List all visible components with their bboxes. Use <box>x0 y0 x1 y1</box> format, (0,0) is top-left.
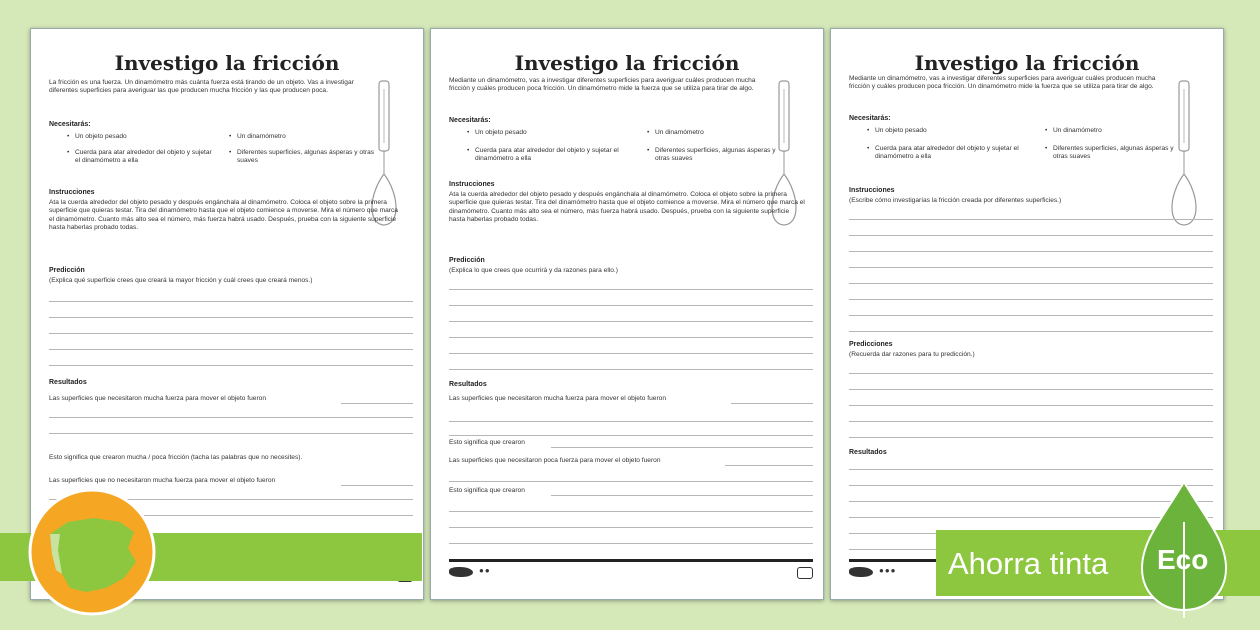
writing-line[interactable] <box>849 405 1213 406</box>
writing-line[interactable] <box>49 301 413 302</box>
instructions-hint: (Escribe cómo investigarías la fricción creada por diferentes superficies.) <box>849 197 1062 204</box>
answer-line[interactable] <box>725 465 813 466</box>
writing-line[interactable] <box>849 267 1213 268</box>
writing-line[interactable] <box>49 417 413 418</box>
difficulty-dots: ●●● <box>879 566 897 575</box>
writing-line[interactable] <box>849 469 1213 470</box>
instructions-text: Ata la cuerda alrededor del objeto pesado y después engánchala al dinamómetro. Coloca el objeto sobre la primera superficie que quieras testar. Tira del dinamómetro hasta que el objeto comience a moverse. Mira el número que marca el dinamómetro. Cuanto más alto sea el número, más fuerza habrá usado. Después, prueba con la siguiente superficie hasta haberlas probado todas. <box>449 191 805 224</box>
footer-bar <box>449 559 813 562</box>
material-item: • Un objeto pesado <box>867 127 1015 135</box>
material-item: • Un dinamómetro <box>647 129 795 137</box>
instructions-heading: Instrucciones <box>449 181 495 188</box>
intro-text: Mediante un dinamómetro, vas a investigar diferentes superficies para averiguar cuáles producen mucha fricción y cuáles producen poca fricción. Un dinamómetro mide la fuerza que se utiliza para tirar de algo. <box>849 75 1156 91</box>
writing-line[interactable] <box>449 369 813 370</box>
results-question: Las superficies que necesitaron mucha fuerza para mover el objeto fueron <box>49 395 266 402</box>
writing-line[interactable] <box>49 349 413 350</box>
prediction-heading: Predicciones <box>849 341 893 348</box>
material-item: • Un dinamómetro <box>1045 127 1193 135</box>
prediction-hint: (Recuerda dar razones para tu predicción.) <box>849 351 975 358</box>
material-item: • Un objeto pesado <box>67 133 215 141</box>
writing-line[interactable] <box>849 331 1213 332</box>
prediction-hint: (Explica lo que crees que ocurrirá y da razones para ello.) <box>449 267 618 274</box>
writing-line[interactable] <box>49 333 413 334</box>
writing-line[interactable] <box>849 421 1213 422</box>
writing-line[interactable] <box>449 481 813 482</box>
writing-line[interactable] <box>849 299 1213 300</box>
results-heading: Resultados <box>49 379 87 386</box>
page-title: Investigo la fricción <box>514 51 740 75</box>
writing-line[interactable] <box>849 315 1213 316</box>
prediction-heading: Predicción <box>449 257 485 264</box>
page-title: Investigo la fricción <box>914 51 1140 75</box>
writing-line[interactable] <box>449 421 813 422</box>
results-heading: Resultados <box>449 381 487 388</box>
instructions-text: Ata la cuerda alrededor del objeto pesado y después engánchala al dinamómetro. Coloca el objeto sobre la primera superficie que quieras testar. Tira del dinamómetro hasta que el objeto comience a moverse. Mira el número que marca el dinamómetro. Cuanto más alto sea el número, más fuerza habrá usado. Después, prueba con la siguiente superficie hasta haberlas probado todas. <box>49 199 398 232</box>
results-heading: Resultados <box>849 449 887 456</box>
results-question: Las superficies que necesitaron mucha fuerza para mover el objeto fueron <box>449 395 666 402</box>
intro-text: La fricción es una fuerza. Un dinamómetro más cuánta fuerza está tirando de un objeto. Vas a investigar diferentes superficies para averiguar las que producen mucha fricción y las que producen poca. <box>49 79 354 95</box>
brand-icon <box>797 567 813 579</box>
writing-line[interactable] <box>849 251 1213 252</box>
material-item: • Cuerda para atar alrededor del objeto y sujetar el dinamómetro a ella <box>467 147 625 164</box>
materials-heading: Necesitarás: <box>849 115 891 122</box>
materials-heading: Necesitarás: <box>449 117 491 124</box>
worksheet-page-2 <box>430 28 824 600</box>
writing-line[interactable] <box>849 373 1213 374</box>
writing-line[interactable] <box>449 289 813 290</box>
results-question: Esto significa que crearon mucha / poca fricción (tacha las palabras que no necesites). <box>49 454 303 461</box>
material-item: • Diferentes superficies, algunas ásperas y otras suaves <box>647 147 785 164</box>
results-question: Las superficies que necesitaron poca fuerza para mover el objeto fueron <box>449 457 661 464</box>
writing-line[interactable] <box>449 511 813 512</box>
material-item: • Cuerda para atar alrededor del objeto y sujetar el dinamómetro a ella <box>67 149 215 166</box>
spain-map-icon <box>28 488 156 616</box>
answer-line[interactable] <box>551 447 813 448</box>
writing-line[interactable] <box>49 317 413 318</box>
writing-line[interactable] <box>849 219 1213 220</box>
writing-line[interactable] <box>449 527 813 528</box>
material-item: • Un objeto pesado <box>467 129 615 137</box>
writing-line[interactable] <box>49 433 413 434</box>
writing-line[interactable] <box>449 321 813 322</box>
instructions-heading: Instrucciones <box>49 189 95 196</box>
writing-line[interactable] <box>849 437 1213 438</box>
writing-line[interactable] <box>849 389 1213 390</box>
material-item: • Un dinamómetro <box>229 133 377 141</box>
save-ink-label: Ahorra tinta <box>948 546 1109 581</box>
writing-line[interactable] <box>449 435 813 436</box>
prediction-heading: Predicción <box>49 267 85 274</box>
results-question: Las superficies que no necesitaron mucha fuerza para mover el objeto fueron <box>49 477 276 484</box>
writing-line[interactable] <box>449 543 813 544</box>
results-question: Esto significa que crearon <box>449 487 525 494</box>
writing-line[interactable] <box>849 235 1213 236</box>
prediction-hint: (Explica qué superficie crees que creará la mayor fricción y cuál crees que creará menos.) <box>49 277 313 284</box>
eco-label: Eco <box>1157 544 1209 575</box>
writing-line[interactable] <box>449 353 813 354</box>
material-item: • Cuerda para atar alrededor del objeto y sujetar el dinamómetro a ella <box>867 145 1025 162</box>
answer-line[interactable] <box>731 403 813 404</box>
writing-line[interactable] <box>449 337 813 338</box>
intro-text: Mediante un dinamómetro, vas a investigar diferentes superficies para averiguar cuáles producen mucha fricción y cuáles producen poca fricción. Un dinamómetro mide la fuerza que se utiliza para tirar de algo. <box>449 77 756 93</box>
material-item: • Diferentes superficies, algunas ásperas y otras suaves <box>1045 145 1183 162</box>
writing-line[interactable] <box>849 283 1213 284</box>
brand-logo-icon <box>849 567 873 577</box>
writing-line[interactable] <box>49 365 413 366</box>
material-item: • Diferentes superficies, algunas ásperas y otras suaves <box>229 149 377 166</box>
difficulty-dots: ●● <box>479 566 491 575</box>
instructions-heading: Instrucciones <box>849 187 895 194</box>
materials-heading: Necesitarás: <box>49 121 91 128</box>
answer-line[interactable] <box>341 403 413 404</box>
writing-line[interactable] <box>449 305 813 306</box>
answer-line[interactable] <box>551 495 813 496</box>
brand-logo-icon <box>449 567 473 577</box>
answer-line[interactable] <box>341 485 413 486</box>
results-question: Esto significa que crearon <box>449 439 525 446</box>
page-title: Investigo la fricción <box>114 51 340 75</box>
